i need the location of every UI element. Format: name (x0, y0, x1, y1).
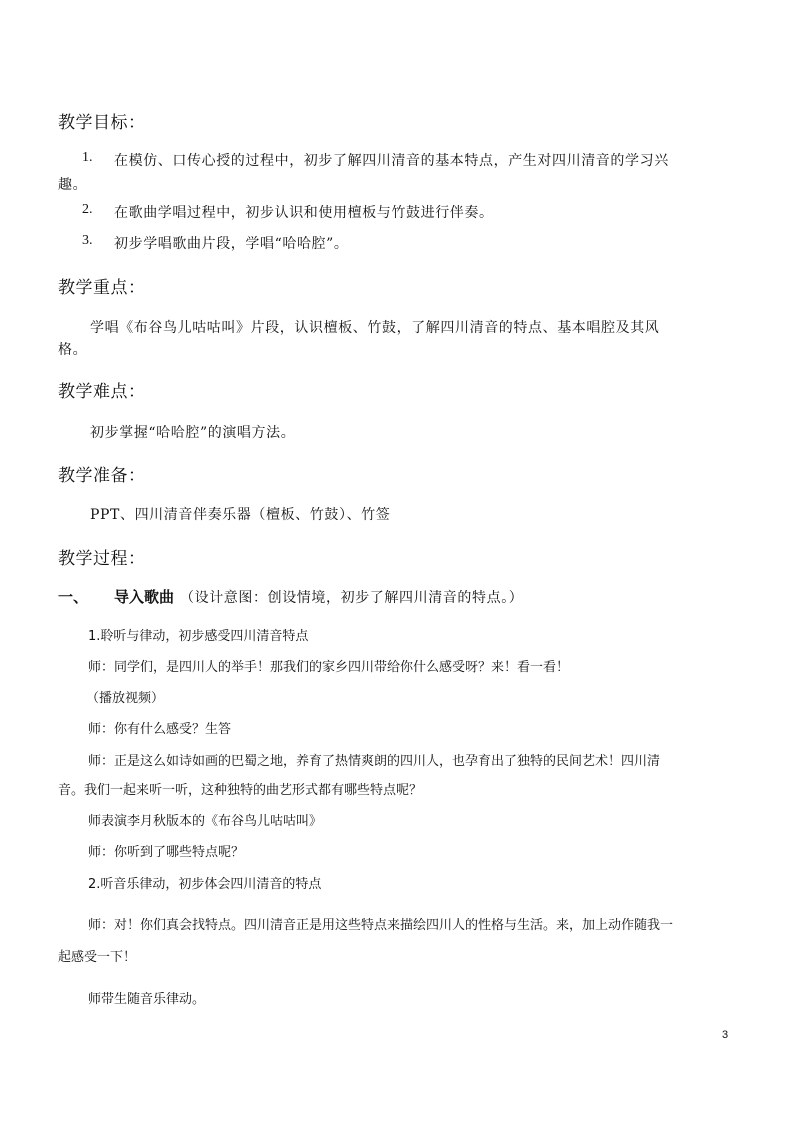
page-number: 3 (722, 1029, 729, 1041)
section-1-title: 导入歌曲 (114, 588, 175, 606)
difficulties-text: 初步掌握“哈哈腔”的演唱方法。 (90, 425, 296, 441)
dialogue-line-cont: 音。我们一起来听一听，这种独特的曲艺形式都有哪些特点呢？ (58, 783, 423, 798)
dialogue-line: 师：你听到了哪些特点呢？ (88, 845, 245, 860)
step-1-heading: 1.聆听与律动，初步感受四川清音特点 (88, 629, 309, 644)
step-2-heading: 2.听音乐律动，初步体会四川清音的特点 (88, 877, 322, 892)
performance-note: 师表演李月秋版本的《布谷鸟儿咕咕叫》 (88, 814, 323, 829)
dialogue-line: 师：同学们，是四川人的举手！那我们的家乡四川带给你什么感受呀？来！看一看！ (88, 660, 570, 675)
dialogue-line: 师：你有什么感受？生答 (88, 722, 232, 737)
heading-difficulties: 教学难点： (58, 382, 146, 402)
heading-preparation: 教学准备： (58, 466, 146, 486)
section-1-note: （设计意图：创设情境，初步了解四川清音的特点。） (180, 590, 524, 606)
goal-3-number: 3. (82, 233, 93, 248)
heading-key-points: 教学重点： (58, 278, 146, 298)
preparation-text: PPT、四川清音伴奏乐器（檀板、竹鼓）、竹签 (90, 507, 391, 523)
dialogue-line: 师：对！你们真会找特点。四川清音正是用这些特点来描绘四川人的性格与生活。来，加上动作随我一 (88, 918, 674, 933)
goal-1-number: 1. (82, 150, 93, 165)
heading-goals: 教学目标： (58, 113, 146, 133)
goal-2-text: 在歌曲学唱过程中，初步认识和使用檀板与竹鼓进行伴奏。 (114, 205, 494, 221)
activity-note: 师带生随音乐律动。 (88, 992, 206, 1007)
goal-1-text: 在模仿、口传心授的过程中，初步了解四川清音的基本特点，产生对四川清音的学习兴 (114, 153, 669, 169)
goal-1-text-cont: 趣。 (58, 177, 88, 193)
goal-3-text: 初步学唱歌曲片段，学唱“哈哈腔”。 (114, 236, 349, 252)
heading-process: 教学过程： (58, 549, 146, 569)
section-1-number: 一、 (58, 588, 89, 606)
dialogue-line-cont: 起感受一下！ (58, 950, 137, 965)
dialogue-line: 师：正是这么如诗如画的巴蜀之地，养育了热情爽朗的四川人，也孕育出了独特的民间艺术！四川清 (88, 754, 661, 769)
stage-direction: （播放视频） (86, 691, 165, 706)
key-points-text-cont: 格。 (58, 342, 88, 358)
goal-2-number: 2. (82, 202, 93, 217)
key-points-text: 学唱《布谷鸟儿咕咕叫》片段，认识檀板、竹鼓，了解四川清音的特点、基本唱腔及其风 (90, 320, 660, 336)
